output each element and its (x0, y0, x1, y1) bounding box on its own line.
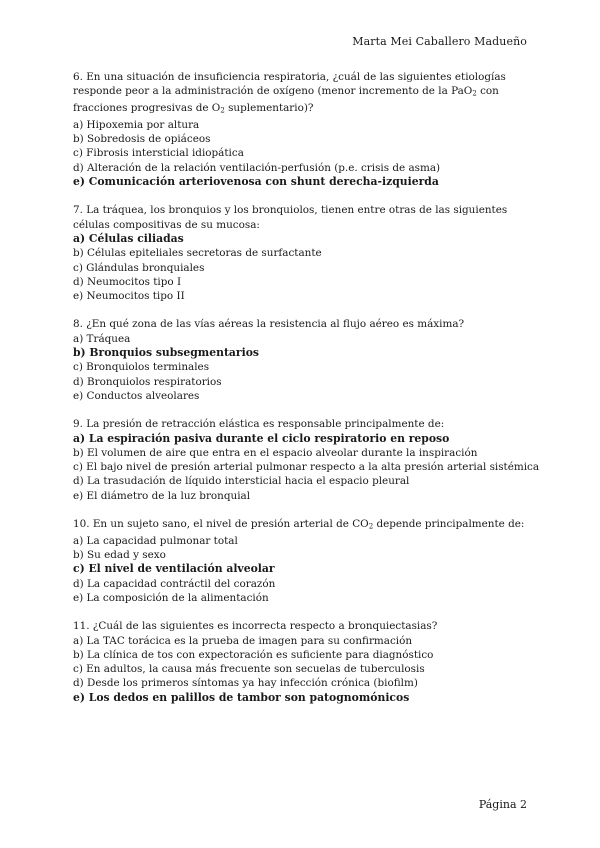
question-text: 7. La tráquea, los bronquios y los bronquiolos, tienen entre otras de las siguientes células compositivas de su mucosa: (73, 204, 508, 231)
question-text: 11. ¿Cuál de las siguientes es incorrecta respecto a bronquiectasias? (73, 620, 438, 633)
question-text: 10. En un sujeto sano, el nivel de presión arterial de $CO_2$ depende principalmente de: (73, 518, 525, 531)
option-e: e) Neumocitos tipo II (73, 290, 185, 303)
option-e: e) La composición de la alimentación (73, 592, 269, 604)
option-d: d) Desde los primeros síntomas ya hay infección crónica (biofilm) (73, 677, 418, 690)
question-6 (73, 70, 543, 189)
question-11 (73, 619, 543, 705)
option-c: c) Bronquiolos terminales (73, 361, 210, 374)
option-a-correct: a) La espiración pasiva durante el ciclo respiratorio en reposo (73, 431, 450, 445)
question-7 (73, 203, 543, 303)
option-a: a) Tráquea (73, 332, 131, 345)
option-b: b) Su edad y sexo (73, 549, 166, 562)
option-d: d) La capacidad contráctil del corazón (73, 577, 276, 590)
option-a: a) La TAC torácica es la prueba de imagen para su confirmación (73, 634, 413, 647)
option-b: b) Sobredosis de opiáceos (73, 133, 211, 146)
option-c-correct: c) El nivel de ventilación alveolar (73, 562, 275, 576)
option-a: a) La capacidad pulmonar total (73, 534, 238, 547)
question-9 (73, 417, 543, 503)
option-a: a) Hipoxemia por altura (73, 118, 200, 131)
page-number: Página 2 (478, 798, 527, 811)
question-10 (73, 517, 543, 605)
option-c: c) Fibrosis intersticial idiopática (73, 147, 244, 160)
option-d: d) Alteración de la relación ventilación-perfusión (p.e. crisis de asma) (73, 161, 441, 174)
option-d: d) Neumocitos tipo I (73, 275, 182, 288)
question-list (73, 70, 543, 719)
option-a-correct: a) Células ciliadas (73, 231, 184, 245)
option-e: e) El diámetro de la luz bronquial (73, 489, 251, 502)
author-header: Marta Mei Caballero Madueño (352, 35, 527, 48)
question-text: 6. En una situación de insuficiencia respiratoria, ¿cuál de las siguientes etiologías responde peor a la administración de oxígeno (menor incremento de la PaO$_2$ con fracciones progresivas de $O_2$ suplementario)? (73, 71, 506, 115)
option-c: c) En adultos, la causa más frecuente son secuelas de tuberculosis (73, 663, 425, 676)
question-8 (73, 317, 543, 403)
option-e: e) Conductos alveolares (73, 389, 200, 402)
option-c: c) Glándulas bronquiales (73, 261, 205, 274)
option-e-correct: e) Los dedos en palillos de tambor son patognomónicos (73, 690, 410, 704)
option-d: d) La trasudación de líquido intersticial hacia el espacio pleural (73, 475, 410, 488)
option-b: b) Células epiteliales secretoras de surfactante (73, 247, 322, 260)
option-b: b) La clínica de tos con expectoración es suficiente para diagnóstico (73, 648, 434, 661)
question-text: 8. ¿En qué zona de las vías aéreas la resistencia al flujo aéreo es máxima? (73, 318, 465, 331)
option-b: b) El volumen de aire que entra en el espacio alveolar durante la inspiración (73, 446, 478, 459)
question-text: 9. La presión de retracción elástica es responsable principalmente de: (73, 418, 445, 431)
option-e-correct: e) Comunicación arteriovenosa con shunt derecha-izquierda (73, 175, 439, 189)
option-c: c) El bajo nivel de presión arterial pulmonar respecto a la alta presión arterial sistémica (73, 461, 540, 474)
option-b-correct: b) Bronquios subsegmentarios (73, 346, 259, 360)
option-d: d) Bronquiolos respiratorios (73, 375, 222, 388)
